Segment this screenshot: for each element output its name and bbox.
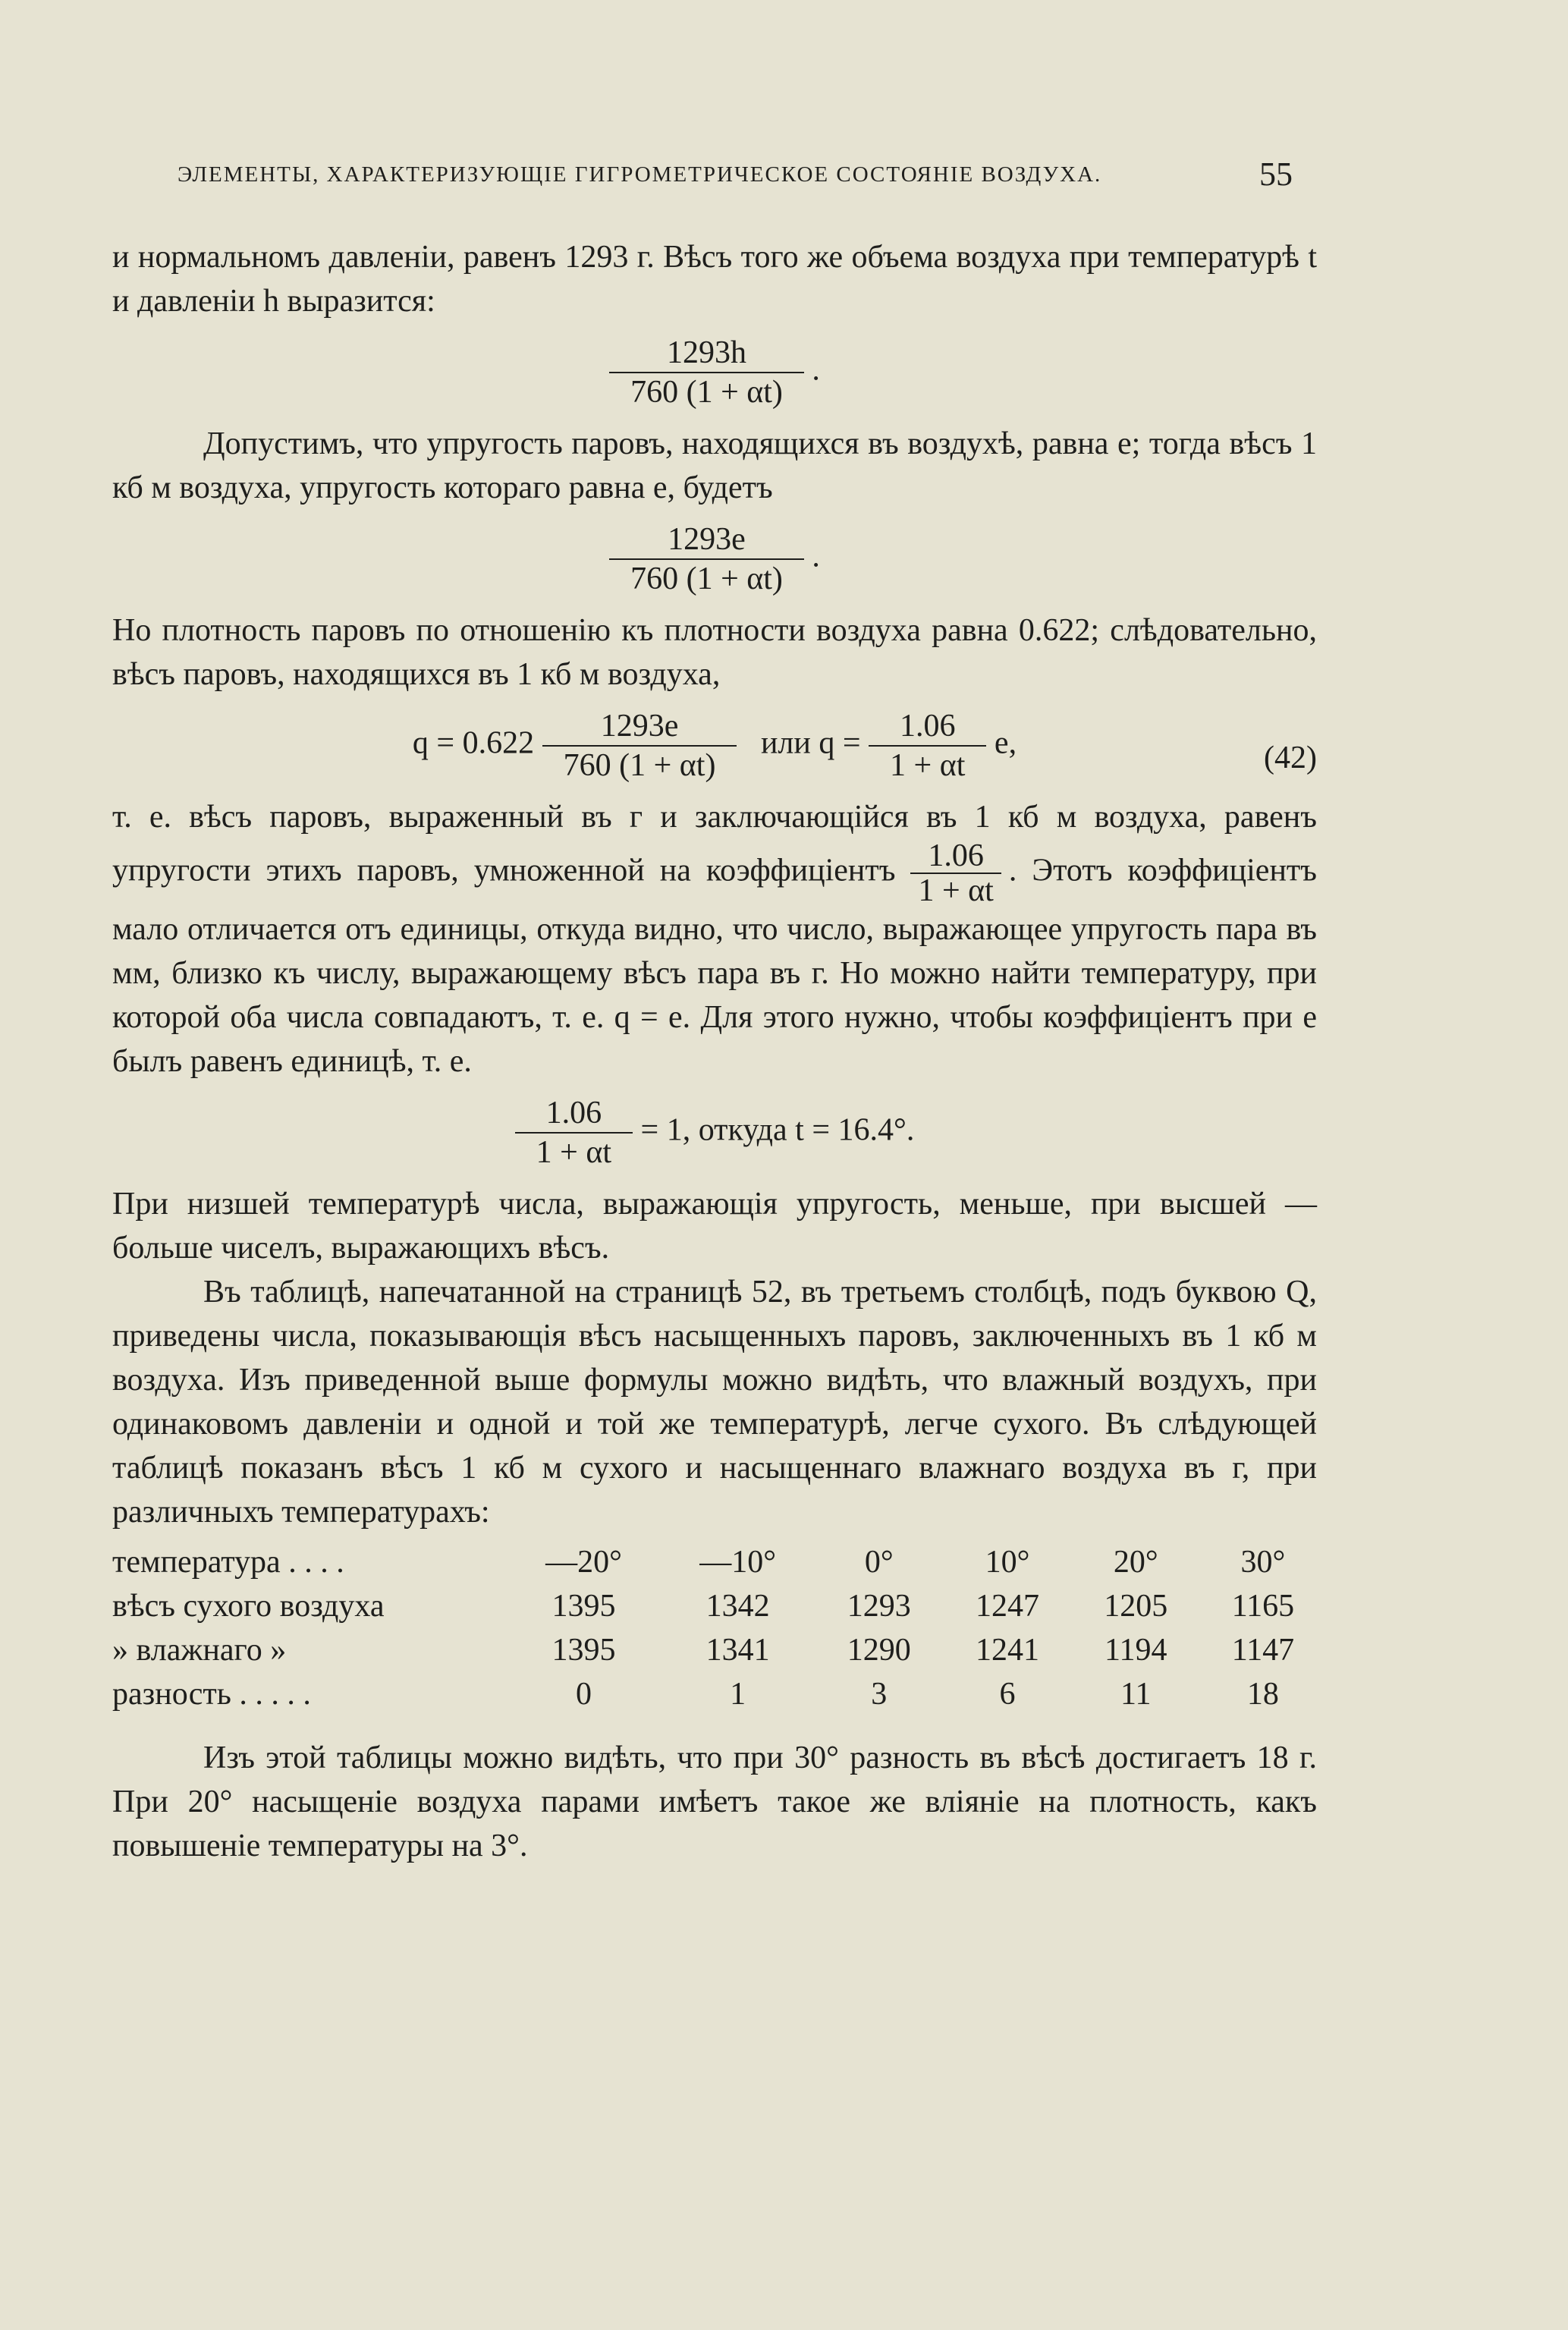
table-row xyxy=(112,1672,1326,1716)
paragraph-6: Въ таблицѣ, напечатанной на страницѣ 52, въ третьемъ столбцѣ, подъ буквою Q, приведены числа, показывающія вѣсъ насыщенныхъ паровъ, заключенныхъ въ 1 кб м воздуха. Изъ приведенной выше формулы можно видѣть, что влажный воздухъ, при одинаковомъ давленіи и одной и той же температурѣ, легче сухого. Въ слѣдующей таблицѣ показанъ вѣсъ 1 кб м сухого и насыщеннаго влажнаго воздуха въ г, при различныхъ температурахъ: xyxy=(112,1275,1317,1530)
paragraph-5: При низшей температурѣ числа, выражающія упругость, меньше, при высшей — больше чиселъ, выражающихъ вѣсъ. xyxy=(112,1187,1317,1266)
fraction: $\frac{1.06}{1 + \alpha t}$ xyxy=(869,707,986,785)
table-cell: 1147 xyxy=(1231,1633,1295,1668)
table-cell: 18 xyxy=(1246,1677,1279,1712)
table-row xyxy=(112,1628,1326,1672)
formula-1: $\frac{1293h}{760 (1 + \alpha t)}$ . xyxy=(112,334,1317,411)
table-cell: 1293 xyxy=(847,1589,911,1624)
table-cell: 3 xyxy=(871,1677,888,1712)
fraction: $\frac{1293e}{760 (1 + \alpha t)}$ xyxy=(542,707,737,785)
table-cell: 1395 xyxy=(551,1589,616,1624)
paragraph-7: Изъ этой таблицы можно видѣть, что при 30° разность въ вѣсѣ достигаетъ 18 г. При 20° насыщеніе воздуха парами имѣетъ такое же вліяніе на плотность, какъ повышеніе температуры на 3°. xyxy=(112,1740,1317,1863)
paragraph-2: Допустимъ, что упругость паровъ, находящихся въ воздухѣ, равна e; тогда вѣсъ 1 кб м воздуха, упругость котораго равна e, будетъ xyxy=(112,426,1317,505)
inline-fraction: $\frac{1.06}{1 + \alpha t}$ xyxy=(910,839,1001,907)
table-cell: 30° xyxy=(1240,1545,1286,1580)
table-row xyxy=(112,1540,1326,1584)
table-cell: 20° xyxy=(1113,1545,1158,1580)
formula-42: q = 0.622 $\frac{1293e}{760 (1 + \alpha t)}$ или q = $\frac{1.06}{1 + \alpha t}$ e, (42) xyxy=(412,709,1317,783)
formula-4: $\frac{1.06}{1 + \alpha t}$ = 1, откуда t = 16.4°. xyxy=(112,1094,1317,1171)
table-cell: 1205 xyxy=(1104,1589,1168,1624)
page-number: 55 xyxy=(1259,156,1293,193)
table-cell: 1241 xyxy=(976,1633,1039,1668)
row-label: разность . . . . . xyxy=(112,1677,311,1712)
table-cell: 6 xyxy=(999,1677,1016,1712)
table-cell: 10° xyxy=(985,1545,1030,1580)
equation-number: (42) xyxy=(1264,741,1317,775)
paragraph-4: т. е. вѣсъ паровъ, выраженный въ г и заключающійся въ 1 кб м воздуха, равенъ упругости этихъ паровъ, умноженной на коэффиціентъ $\frac{1.06}{1 + \alpha t}$ . Этотъ коэффиціентъ мало отличается отъ единицы, откуда видно, что число, выражающее упругость пара въ мм, близко къ числу, выражающему вѣсъ пара въ г. Но можно найти температуру, при которой оба числа совпадаютъ, т. е. q = e. Для этого нужно, чтобы коэффиціентъ при e былъ равенъ единицѣ, т. е. xyxy=(112,800,1317,1079)
header-title: ЭЛЕМЕНТЫ, ХАРАКТЕРИЗУЮЩІЕ ГИГРОМЕТРИЧЕСКОЕ СОСТОЯНІЕ ВОЗДУХА. xyxy=(178,162,1102,187)
table-cell: 0° xyxy=(864,1545,894,1580)
table-cell: 11 xyxy=(1120,1677,1152,1712)
paragraph-3: Но плотность паровъ по отношенію къ плотности воздуха равна 0.622; слѣдовательно, вѣсъ паровъ, находящихся въ 1 кб м воздуха, xyxy=(112,613,1317,692)
paragraph-1: и нормальномъ давленіи, равенъ 1293 г. Вѣсъ того же объема воздуха при температурѣ t и давленіи h выразится: xyxy=(112,240,1317,319)
row-label: вѣсъ сухого воздуха xyxy=(112,1589,385,1624)
air-weight-table xyxy=(112,1540,1326,1716)
table-row xyxy=(112,1584,1326,1628)
table-cell: 1 xyxy=(730,1677,746,1712)
table-cell: 1342 xyxy=(705,1589,770,1624)
table-cell: 1341 xyxy=(705,1633,770,1668)
table-cell: 1165 xyxy=(1231,1589,1295,1624)
formula-2: $\frac{1293e}{760 (1 + \alpha t)}$ . xyxy=(112,520,1317,598)
table-cell: 1194 xyxy=(1105,1633,1167,1668)
table-cell: 0 xyxy=(576,1677,592,1712)
body-text xyxy=(112,235,1317,1868)
table-cell: —10° xyxy=(699,1545,777,1580)
row-label: температура . . . . xyxy=(112,1545,344,1580)
fraction: $\frac{1293h}{760 (1 + \alpha t)}$ xyxy=(609,334,804,411)
table-cell: —20° xyxy=(545,1545,622,1580)
fraction: $\frac{1293e}{760 (1 + \alpha t)}$ xyxy=(609,520,804,598)
running-header xyxy=(178,156,1293,193)
fraction: $\frac{1.06}{1 + \alpha t}$ xyxy=(515,1094,633,1171)
table-cell: 1247 xyxy=(976,1589,1039,1624)
table-cell: 1290 xyxy=(847,1633,911,1668)
table-cell: 1395 xyxy=(551,1633,616,1668)
row-label: » влажнаго » xyxy=(112,1633,287,1668)
